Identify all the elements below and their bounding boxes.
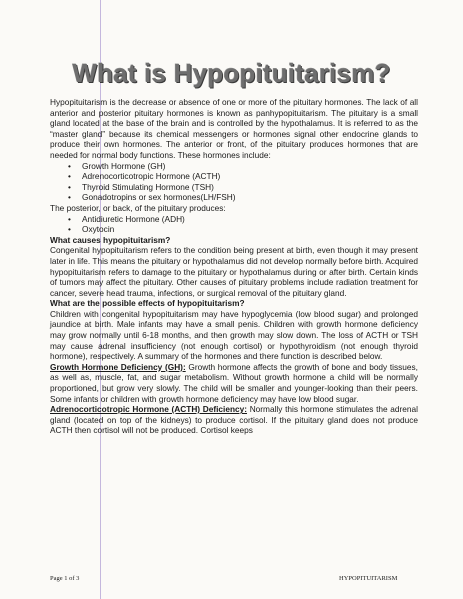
list-item: • Thyroid Stimulating Hormone (TSH)	[76, 182, 418, 193]
running-footer: HYPOPITUITARISM	[339, 575, 398, 582]
gh-section	[50, 362, 418, 404]
list-item: • Oxytocin	[76, 224, 418, 235]
gh-text: Growth hormone affects the growth of bone and body tissues, as well as, muscle, fat, and sugar metabolism. Without growth hormone a child will be normally proportioned, but grow very slowly. The child will be smaller and younger-looking than their peers. Some infants or children with growth hormone deficiency may have low blood sugar.	[50, 361, 418, 404]
list-item: • Gonadotropins or sex hormones(LH/FSH)	[76, 192, 418, 203]
causes-paragraph: Congenital hypopituitarism refers to the condition being present at birth, even though it may present later in life. This means the pituitary or hypothalamus did not develop normally before birth. Acquired hypopituitarism refers to damage to the pituitary or hypothalamus during or after birth. Certain kinds of tumors may affect the pituitary. Other causes of pituitary problems include radiation treatment for cancer, severe head trauma, infections, or surgical removal of the pituitary gland.	[50, 245, 418, 298]
page-number: Page 1 of 3	[50, 575, 80, 582]
gh-heading: Growth Hormone Deficiency (GH):	[50, 361, 186, 372]
list-item: • Antidiuretic Hormone (ADH)	[76, 214, 418, 225]
causes-heading: What causes hypopituitarism?	[50, 234, 171, 245]
document-body	[50, 97, 418, 436]
acth-text: Normally this hormone stimulates the adrenal gland (located on top of the kidneys) to produce cortisol. If the pituitary gland does not produce ACTH then cortisol will not be produced. Cortisol keeps	[50, 404, 418, 436]
list-item: • Adrenocorticotropic Hormone (ACTH)	[76, 171, 418, 182]
posterior-hormone-list	[50, 214, 418, 235]
acth-section	[50, 404, 418, 436]
effects-heading: What are the possible effects of hypopituitarism?	[50, 298, 245, 309]
acth-heading: Adrenocorticotropic Hormone (ACTH) Deficiency:	[50, 404, 248, 415]
list-item: • Growth Hormone (GH)	[76, 161, 418, 172]
intro-paragraph: Hypopituitarism is the decrease or absence of one or more of the pituitary hormones. The lack of all anterior and posterior pituitary hormones is known as panhypopituitarism. The pituitary is a small gland located at the base of the brain and is controlled by the hypothalamus. It is referred to as the “master gland” because its chemical messengers or hormones signal other endocrine glands to produce their own hormones. The anterior or front, of the pituitary produces hormones that are needed for normal body functions. These hormones include:	[50, 97, 418, 160]
page-title: What is Hypopituitarism?	[72, 58, 391, 88]
effects-paragraph: Children with congenital hypopituitarism may have hypoglycemia (low blood sugar) and prolonged jaundice at birth. Male infants may have a small penis. Children with growth hormone deficiency may grow normally until 6-18 months, and then growth may slow down. The loss of ACTH or TSH may cause adrenal insufficiency (not enough cortisol) or hypothyroidism (not enough thyroid hormone), respectively. A summary of the hormones and there function is described below.	[50, 308, 418, 362]
posterior-intro: The posterior, or back, of the pituitary produces:	[50, 202, 226, 213]
anterior-hormone-list	[50, 161, 418, 203]
